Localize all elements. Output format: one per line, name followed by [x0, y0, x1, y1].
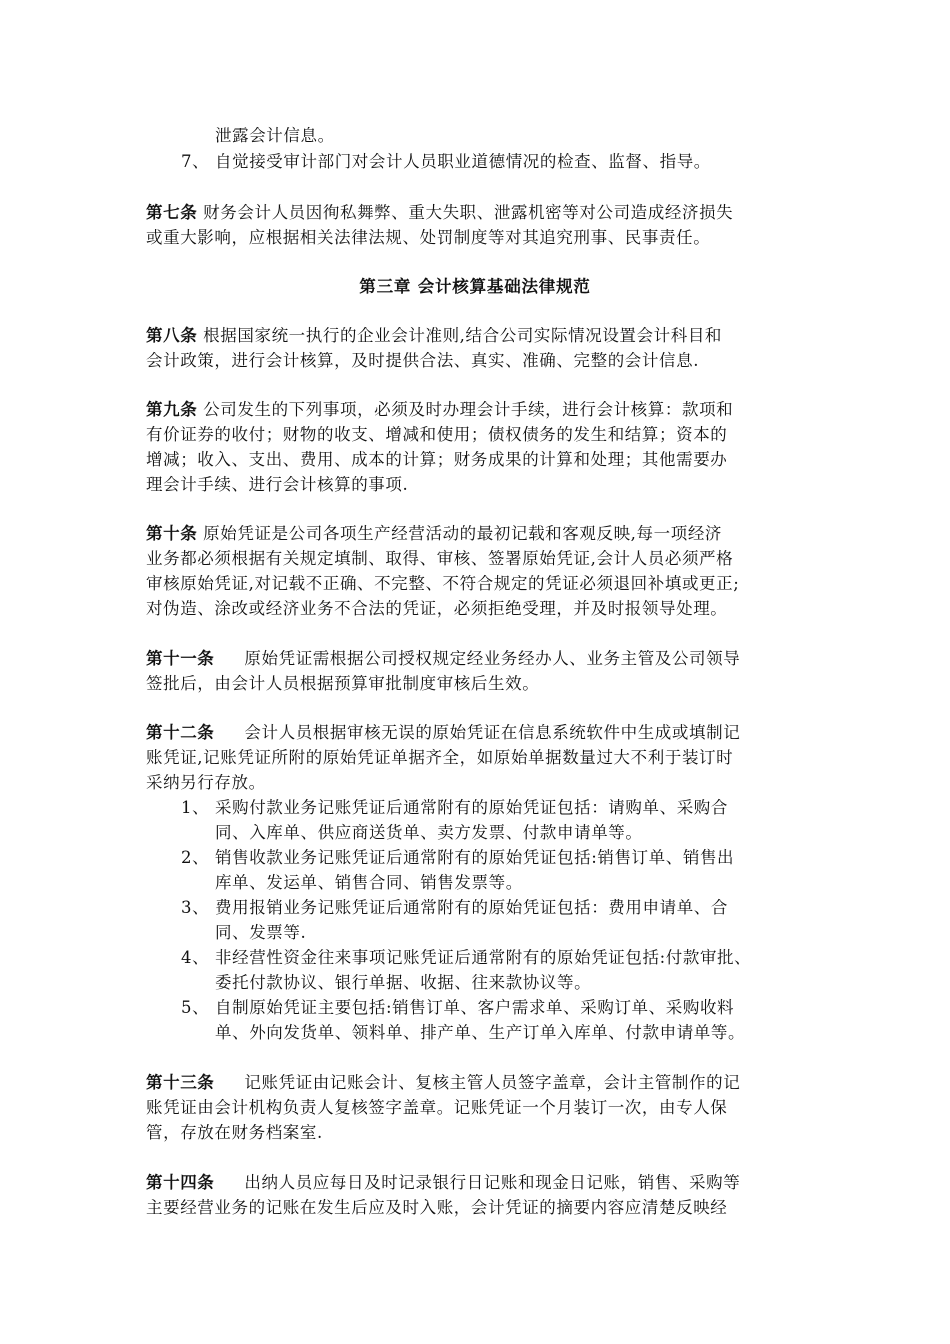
article-label: 第十三条 — [146, 1073, 215, 1092]
list-number: 5、 — [181, 998, 210, 1017]
article-8-line-2: 会计政策，进行会计核算，及时提供合法、真实、准确、完整的会计信息. — [146, 351, 700, 370]
article-10-line-4: 对伪造、涂改或经济业务不合法的凭证，必须拒绝受理，并及时报领导处理。 — [146, 599, 728, 618]
article-13-line-3: 管，存放在财务档案室. — [146, 1123, 323, 1142]
article-text: 公司发生的下列事项，必须及时办理会计手续，进行会计核算：款项和 — [203, 400, 734, 419]
article-9-line-4: 理会计手续、进行会计核算的事项. — [146, 475, 409, 494]
list-text: 销售收款业务记账凭证后通常附有的原始凭证包括:销售订单、销售出 — [215, 848, 735, 867]
article-11-line-2: 签批后，由会计人员根据预算审批制度审核后生效。 — [146, 674, 540, 693]
list-text: 非经营性资金往来事项记账凭证后通常附有的原始凭证包括:付款审批、 — [215, 948, 752, 967]
article-11-line-1 — [0, 647, 950, 671]
article-text: 出纳人员应每日及时记录银行日记账和现金日记账，销售、采购等 — [244, 1173, 741, 1192]
article-label: 第十一条 — [146, 649, 215, 668]
list-item-5-cont: 单、外向发货单、领料单、排产单、生产订单入库单、付款申请单等。 — [215, 1023, 746, 1042]
article-text: 原始凭证需根据公司授权规定经业务经办人、业务主管及公司领导 — [244, 649, 741, 668]
article-label: 第八条 — [146, 326, 198, 345]
list-text: 自制原始凭证主要包括:销售订单、客户需求单、采购订单、采购收料 — [215, 998, 735, 1017]
article-label: 第九条 — [146, 400, 198, 419]
chapter-heading: 第三章 会计核算基础法律规范 — [359, 277, 591, 296]
list-text: 费用报销业务记账凭证后通常附有的原始凭证包括：费用申请单、合 — [215, 898, 728, 917]
article-10-line-2: 业务都必须根据有关规定填制、取得、审核、签署原始凭证,会计人员必须严格 — [146, 549, 734, 568]
article-7-line-1 — [0, 201, 950, 225]
list-number: 1、 — [181, 798, 210, 817]
article-text: 会计人员根据审核无误的原始凭证在信息系统软件中生成或填制记 — [244, 723, 741, 742]
list-number: 3、 — [181, 898, 210, 917]
article-text: 根据国家统一执行的企业会计准则,结合公司实际情况设置会计科目和 — [203, 326, 723, 345]
list-item-4-cont: 委托付款协议、银行单据、收据、往来款协议等。 — [215, 973, 592, 992]
article-10-line-1 — [0, 522, 950, 546]
article-label: 第十二条 — [146, 723, 215, 742]
list-number: 7、 — [181, 152, 210, 171]
article-text: 记账凭证由记账会计、复核主管人员签字盖章，会计主管制作的记 — [244, 1073, 741, 1092]
article-9-line-1 — [0, 398, 950, 422]
continued-line: 泄露会计信息。 — [215, 126, 335, 145]
article-label: 第十条 — [146, 524, 198, 543]
article-7-line-2: 或重大影响，应根据相关法律法规、处罚制度等对其追究刑事、民事责任。 — [146, 228, 711, 247]
article-label: 第十四条 — [146, 1173, 215, 1192]
list-item-2-cont: 库单、发运单、销售合同、销售发票等。 — [215, 873, 523, 892]
list-text: 采购付款业务记账凭证后通常附有的原始凭证包括：请购单、采购合 — [215, 798, 728, 817]
article-text: 原始凭证是公司各项生产经营活动的最初记载和客观反映,每一项经济 — [203, 524, 723, 543]
article-12-line-1 — [0, 721, 950, 745]
article-14-line-1 — [0, 1171, 950, 1195]
article-label: 第七条 — [146, 203, 198, 222]
list-number: 2、 — [181, 848, 210, 867]
article-14-line-2: 主要经营业务的记账在发生后应及时入账，会计凭证的摘要内容应清楚反映经 — [146, 1198, 728, 1217]
article-12-line-2: 账凭证,记账凭证所附的原始凭证单据齐全，如原始单据数量过大不利于装订时 — [146, 748, 734, 767]
article-12-line-3: 采纳另行存放。 — [146, 773, 266, 792]
article-9-line-3: 增减；收入、支出、费用、成本的计算；财务成果的计算和处理；其他需要办 — [146, 450, 728, 469]
article-13-line-2: 账凭证由会计机构负责人复核签字盖章。记账凭证一个月装订一次，由专人保 — [146, 1098, 728, 1117]
list-item-3-cont: 同、发票等. — [215, 923, 307, 942]
article-8-line-1 — [0, 324, 950, 348]
article-9-line-2: 有价证券的收付；财物的收支、增减和使用；债权债务的发生和结算；资本的 — [146, 425, 728, 444]
list-item-1-cont: 同、入库单、供应商送货单、卖方发票、付款申请单等。 — [215, 823, 643, 842]
article-10-line-3: 审核原始凭证,对记载不正确、不完整、不符合规定的凭证必须退回补填或更正; — [146, 574, 740, 593]
article-text: 财务会计人员因徇私舞弊、重大失职、泄露机密等对公司造成经济损失 — [203, 203, 734, 222]
article-13-line-1 — [0, 1071, 950, 1095]
list-number: 4、 — [181, 948, 210, 967]
list-text: 自觉接受审计部门对会计人员职业道德情况的检查、监督、指导。 — [215, 152, 711, 171]
